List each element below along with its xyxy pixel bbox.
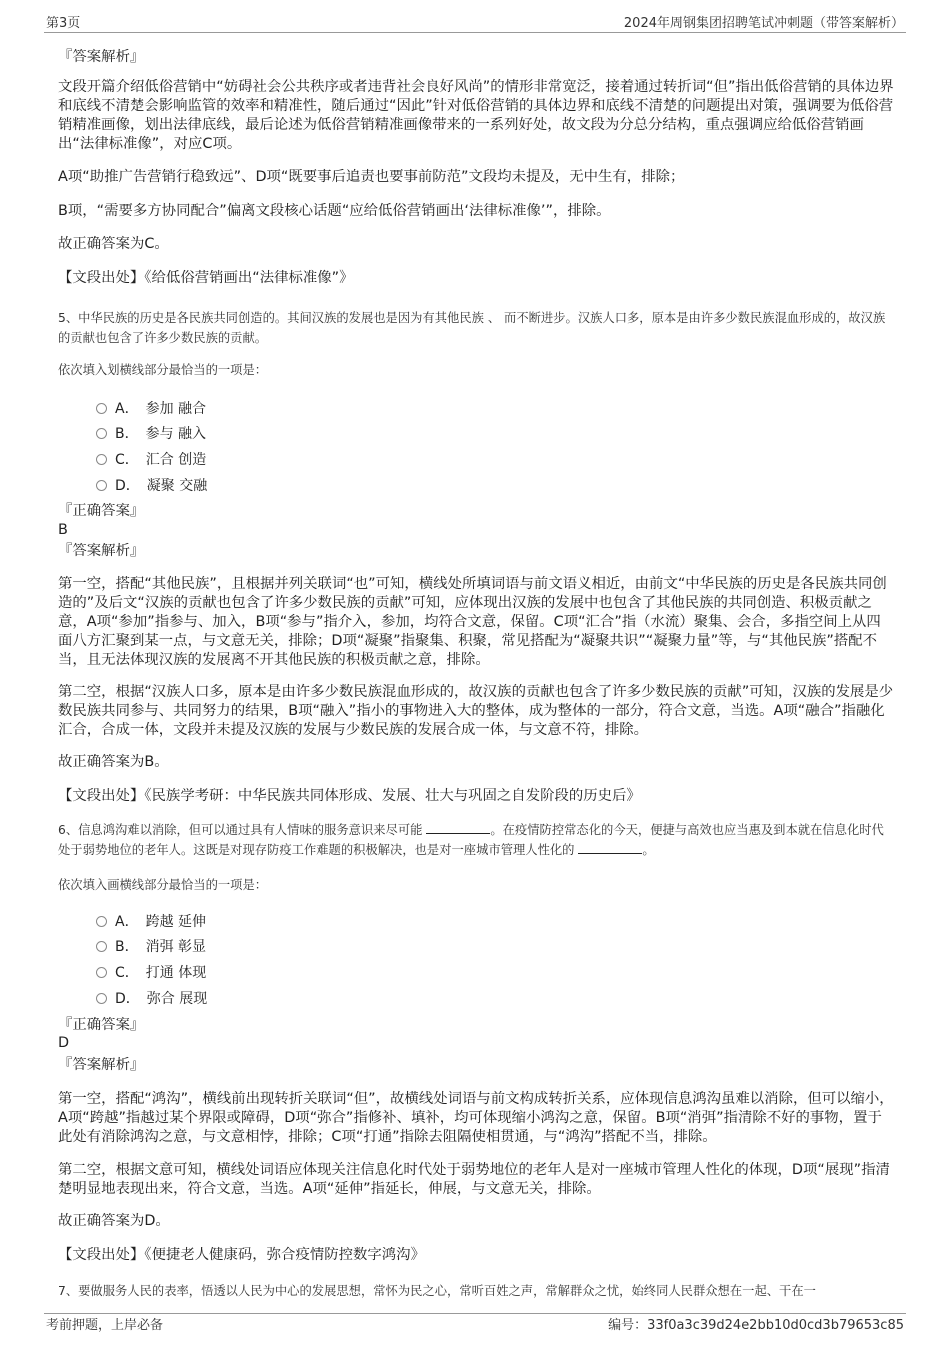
option-label: B． 参与 融入 [115,426,207,442]
conclusion: 故正确答案为C。 [58,236,169,252]
analysis-paragraph: 第一空，搭配“其他民族”，且根据并列关联词“也”可知，横线处所填词语与前文语义相近，由前文“中华民族的历史是各民族共同创造的”及后文“汉族的贡献也包含了许多少数民族的贡献”可知，应体现出汉族的发展中也包含了其他民族的共同创造、积极贡献之意，A项“参加”指参与、加入，B项“参与”指介入，参加，均符合文意，保留。C项“汇合”指（水流）聚集、会合，多指空间上从四面八方汇聚到某一点，与文意无关，排除；D项“凝聚”指聚集、积聚，常见搭配为“凝聚共识”“凝聚力量”等，与“其他民族”搭配不当，且无法体现汉族的发展离不开其他民族的积极贡献之意，排除。 [58,576,887,668]
option-d[interactable] [96,988,207,1008]
question-6-stem [58,820,894,860]
source: 【文段出处】《民族学考研：中华民族共同体形成、发展、壮大与巩固之自发阶段的历史后》 [58,788,641,804]
option-b[interactable] [96,936,206,956]
radio-icon[interactable] [96,993,107,1004]
option-b[interactable] [96,423,206,443]
question-5-stem: 5、中华民族的历史是各民族共同创造的。其间汉族的发展也是因为有其他民族 、 而不断进步。汉族人口多，原本是由许多少数民族混血形成的，故汉族的贡献也包含了许多少数民族的贡献。 [58,311,886,345]
option-label: A． 参加 融合 [115,401,207,417]
option-label: C． 打通 体现 [115,965,207,981]
conclusion: 故正确答案为D。 [58,1213,170,1229]
option-label: A． 跨越 延伸 [115,914,207,930]
footer-slogan: 考前押题，上岸必备 [46,1318,164,1333]
option-label: B． 消弭 彰显 [115,939,207,955]
analysis-paragraph: A项“助推广告营销行稳致远”、D项“既要事后追责也要事前防范”文段均未提及，无中生有，排除； [58,169,685,185]
option-a[interactable] [96,911,206,931]
question-prompt: 依次填入画横线部分最恰当的一项是： [58,878,268,892]
analysis-paragraph: 第二空，根据“汉族人口多，原本是由许多少数民族混血形成的，故汉族的贡献也包含了许多少数民族的贡献”可知，汉族的发展是少数民族共同参与、共同努力的结果，B项“融入”指小的事物进入大的整体，成为整体的一部分，符合文意，当选。A项“融合”指融化汇合，合成一体，文段并未提及汉族的发展与少数民族的发展合成一体，与文意不符，排除。 [58,684,894,738]
analysis-paragraph: B项，“需要多方协同配合”偏离文段核心话题“应给低俗营销画出‘法律标准像’”，排除。 [58,203,611,219]
analysis-paragraph: 第一空，搭配“鸿沟”，横线前出现转折关联词“但”，故横线处词语与前文构成转折关系，应体现信息鸿沟虽难以消除，但可以缩小，A项“跨越”指越过某个界限或障碍，D项“弥合”指修补、填补，均可体现缩小鸿沟之意，保留。B项“消弭”指清除不好的事物，置于此处有消除鸿沟之意，与文意相悖，排除；C项“打通”指除去阻隔使相贯通，与“鸿沟”搭配不当，排除。 [58,1091,894,1145]
blank-line [578,841,642,854]
option-label: D． 凝聚 交融 [115,478,208,494]
analysis-paragraph: 第二空，根据文意可知，横线处词语应体现关注信息化时代处于弱势地位的老年人是对一座城市管理人性化的体现，D项“展现”指清楚明显地表现出来，符合文意，当选。A项“延伸”指延长，伸展，与文意无关，排除。 [58,1162,890,1197]
analysis-paragraph: 文段开篇介绍低俗营销中“妨碍社会公共秩序或者违背社会良好风尚”的情形非常宽泛，接着通过转折词“但”指出低俗营销的具体边界和底线不清楚会影响监管的效率和精准性，随后通过“因此”针对低俗营销的具体边界和底线不清楚的问题提出对策，强调要为低俗营销精准画像，划出法律底线，最后论述为低俗营销精准画像带来的一系列好处，故文段为分总分结构，重点强调应给低俗营销画出“法律标准像”，对应C项。 [58,79,894,152]
source: 【文段出处】《给低俗营销画出“法律标准像”》 [58,270,354,286]
radio-icon[interactable] [96,916,107,927]
radio-icon[interactable] [96,967,107,978]
option-c[interactable] [96,449,206,469]
answer: D [58,1035,70,1051]
blank-line [426,821,490,834]
option-d[interactable] [96,475,207,495]
option-a[interactable] [96,398,206,418]
question-7-stem: 7、要做服务人民的表率，悟透以人民为中心的发展思想，常怀为民之心，常听百姓之声，常解群众之忧，始终同人民群众想在一起、干在一 [58,1284,816,1298]
header-divider [44,32,906,33]
radio-icon[interactable] [96,454,107,465]
radio-icon[interactable] [96,403,107,414]
answer-label: 『正确答案』 [58,1017,145,1033]
document-title: 2024年周钢集团招聘笔试冲刺题（带答案解析） [623,16,904,31]
option-c[interactable] [96,962,206,982]
analysis-label: 『答案解析』 [58,1057,145,1073]
answer-label: 『正确答案』 [58,503,145,519]
question-prompt: 依次填入划横线部分最恰当的一项是： [58,363,268,377]
stem-text: 。 [642,843,655,857]
stem-text: 。在疫情防控常态化的今天，便捷与高效也应当惠及到本就在信息化时代处于弱势地位的老年人。这既是对现存防疫工作难题的积极解决，也是对一座城市管理人性化的 [58,823,884,857]
radio-icon[interactable] [96,941,107,952]
analysis-label: 『答案解析』 [58,543,145,559]
radio-icon[interactable] [96,480,107,491]
document-id: 编号：33f0a3c39d24e2bb10d0cd3b79653c85 [608,1318,904,1333]
page-number: 第3页 [46,16,81,31]
option-label: C． 汇合 创造 [115,452,207,468]
stem-text: 6、信息鸿沟难以消除，但可以通过具有人情味的服务意识来尽可能 [58,823,427,837]
analysis-label: 『答案解析』 [58,49,145,65]
conclusion: 故正确答案为B。 [58,754,169,770]
radio-icon[interactable] [96,428,107,439]
source: 【文段出处】《便捷老人健康码，弥合疫情防控数字鸿沟》 [58,1247,425,1263]
option-label: D． 弥合 展现 [115,991,208,1007]
answer: B [58,522,68,538]
